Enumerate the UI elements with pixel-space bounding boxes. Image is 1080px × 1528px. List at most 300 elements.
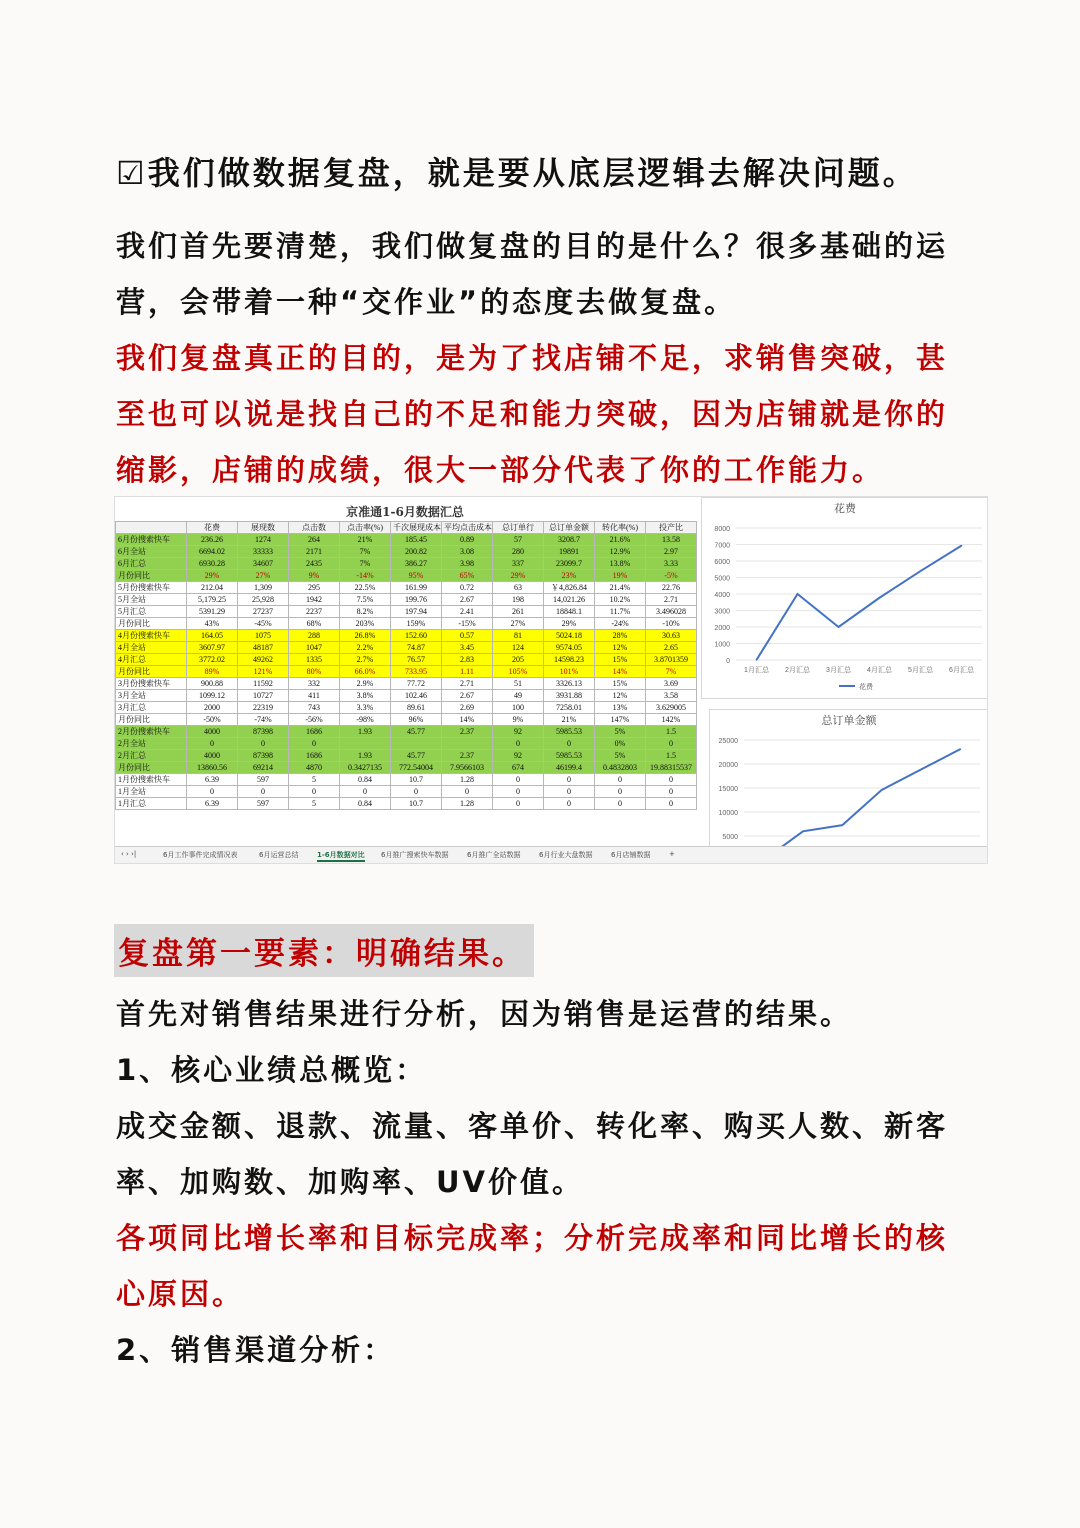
table-cell[interactable]: 29% (544, 618, 595, 630)
table-cell[interactable]: 0 (187, 786, 238, 798)
table-row[interactable] (116, 786, 697, 798)
table-cell[interactable]: 0 (595, 786, 646, 798)
table-row[interactable] (116, 726, 697, 738)
table-cell[interactable]: 2.67 (442, 690, 493, 702)
table-cell[interactable]: ￥4,826.84 (544, 582, 595, 594)
table-cell[interactable]: 3.98 (442, 558, 493, 570)
table-cell[interactable]: 80% (289, 666, 340, 678)
table-cell[interactable]: 3月全站 (116, 690, 187, 702)
table-cell[interactable]: -50% (187, 714, 238, 726)
column-header[interactable]: 点击率(%) (340, 522, 391, 534)
table-cell[interactable]: 57 (493, 534, 544, 546)
table-cell[interactable]: 27237 (238, 606, 289, 618)
table-cell[interactable]: 2月全站 (116, 738, 187, 750)
table-cell[interactable]: 2.97 (646, 546, 697, 558)
table-cell[interactable]: 3.33 (646, 558, 697, 570)
table-cell[interactable]: 2.67 (442, 594, 493, 606)
table-cell[interactable]: 5 (289, 798, 340, 810)
table-cell[interactable]: 142% (646, 714, 697, 726)
table-cell[interactable]: 27% (493, 618, 544, 630)
table-cell[interactable]: 15% (595, 678, 646, 690)
table-cell[interactable]: 45.77 (391, 750, 442, 762)
table-cell[interactable]: 2.83 (442, 654, 493, 666)
table-row[interactable] (116, 678, 697, 690)
table-cell[interactable]: 0 (289, 786, 340, 798)
table-row[interactable] (116, 594, 697, 606)
table-cell[interactable]: 124 (493, 642, 544, 654)
table-cell[interactable]: 19.88315537 (646, 762, 697, 774)
table-cell[interactable]: 87398 (238, 726, 289, 738)
table-cell[interactable]: 0 (187, 738, 238, 750)
table-cell[interactable]: 63 (493, 582, 544, 594)
table-cell[interactable]: 89.61 (391, 702, 442, 714)
table-cell[interactable]: -10% (646, 618, 697, 630)
table-cell[interactable]: 2000 (187, 702, 238, 714)
table-cell[interactable]: 23% (544, 570, 595, 582)
tab-store[interactable]: 6月店铺数据 (611, 851, 651, 859)
tab-data-compare[interactable]: 1-6月数据对比 (317, 850, 365, 862)
table-cell[interactable]: 26.8% (340, 630, 391, 642)
table-cell[interactable]: 0 (646, 798, 697, 810)
table-cell[interactable]: 2237 (289, 606, 340, 618)
table-cell[interactable]: 0.72 (442, 582, 493, 594)
table-cell[interactable]: 14% (595, 666, 646, 678)
table-cell[interactable]: 10.7 (391, 774, 442, 786)
table-cell[interactable]: 743 (289, 702, 340, 714)
table-cell[interactable]: 5% (595, 750, 646, 762)
table-cell[interactable]: 100 (493, 702, 544, 714)
table-cell[interactable]: 14% (442, 714, 493, 726)
table-cell[interactable]: 1月份搜索快车 (116, 774, 187, 786)
table-cell[interactable]: -45% (238, 618, 289, 630)
table-cell[interactable]: 2.7% (340, 654, 391, 666)
table-cell[interactable]: 0.3427135 (340, 762, 391, 774)
table-row[interactable] (116, 654, 697, 666)
table-cell[interactable]: 212.04 (187, 582, 238, 594)
table-cell[interactable] (442, 738, 493, 750)
table-cell[interactable]: 6月汇总 (116, 558, 187, 570)
table-cell[interactable]: 0 (595, 774, 646, 786)
table-cell[interactable]: 月份同比 (116, 714, 187, 726)
table-row[interactable] (116, 582, 697, 594)
tab-ops-summary[interactable]: 6月运营总结 (259, 851, 299, 859)
table-cell[interactable]: 12.9% (595, 546, 646, 558)
table-cell[interactable]: 3.69 (646, 678, 697, 690)
table-cell[interactable] (340, 738, 391, 750)
table-row[interactable] (116, 642, 697, 654)
table-cell[interactable]: 95% (391, 570, 442, 582)
table-cell[interactable]: 3.3% (340, 702, 391, 714)
table-cell[interactable]: 12% (595, 642, 646, 654)
table-cell[interactable]: 200.82 (391, 546, 442, 558)
table-cell[interactable]: 5985.53 (544, 750, 595, 762)
table-cell[interactable]: 5985.53 (544, 726, 595, 738)
table-cell[interactable]: 0 (544, 786, 595, 798)
table-cell[interactable]: 48187 (238, 642, 289, 654)
table-cell[interactable]: 81 (493, 630, 544, 642)
table-row[interactable] (116, 702, 697, 714)
table-cell[interactable]: 29% (493, 570, 544, 582)
table-cell[interactable]: 14,021.26 (544, 594, 595, 606)
table-cell[interactable]: 74.87 (391, 642, 442, 654)
table-cell[interactable]: 332 (289, 678, 340, 690)
table-cell[interactable]: 1274 (238, 534, 289, 546)
table-cell[interactable]: 1.5 (646, 726, 697, 738)
table-row[interactable] (116, 618, 697, 630)
table-cell[interactable]: 2.71 (442, 678, 493, 690)
column-header[interactable]: 总订单行 (493, 522, 544, 534)
table-cell[interactable]: 92 (493, 750, 544, 762)
table-cell[interactable]: 7% (340, 558, 391, 570)
table-cell[interactable]: 1月汇总 (116, 798, 187, 810)
column-header[interactable]: 千次展现成本 (391, 522, 442, 534)
table-cell[interactable]: 1099.12 (187, 690, 238, 702)
table-cell[interactable]: 11.7% (595, 606, 646, 618)
table-cell[interactable]: 102.46 (391, 690, 442, 702)
table-cell[interactable]: 2月份搜索快车 (116, 726, 187, 738)
tab-industry[interactable]: 6月行业大盘数据 (539, 851, 593, 859)
table-cell[interactable]: 1075 (238, 630, 289, 642)
table-cell[interactable]: 21.4% (595, 582, 646, 594)
table-cell[interactable]: 5024.18 (544, 630, 595, 642)
table-cell[interactable]: 6694.02 (187, 546, 238, 558)
table-cell[interactable]: 0 (442, 786, 493, 798)
table-cell[interactable]: 3.8701359 (646, 654, 697, 666)
table-cell[interactable]: 674 (493, 762, 544, 774)
table-cell[interactable]: 13.8% (595, 558, 646, 570)
table-cell[interactable]: 337 (493, 558, 544, 570)
table-cell[interactable]: 2.2% (340, 642, 391, 654)
table-cell[interactable]: -5% (646, 570, 697, 582)
table-cell[interactable]: 0.89 (442, 534, 493, 546)
table-cell[interactable]: 9574.05 (544, 642, 595, 654)
table-cell[interactable]: 30.63 (646, 630, 697, 642)
table-row[interactable] (116, 534, 697, 546)
table-cell[interactable]: 3607.97 (187, 642, 238, 654)
table-cell[interactable]: 3.629005 (646, 702, 697, 714)
table-row[interactable] (116, 558, 697, 570)
table-cell[interactable]: 10.7 (391, 798, 442, 810)
table-row[interactable] (116, 630, 697, 642)
table-cell[interactable]: 19% (595, 570, 646, 582)
column-header[interactable]: 总订单金额 (544, 522, 595, 534)
table-cell[interactable]: 2.37 (442, 726, 493, 738)
table-cell[interactable]: 198 (493, 594, 544, 606)
column-header[interactable]: 展现数 (238, 522, 289, 534)
data-point (879, 597, 881, 599)
table-cell[interactable]: 0 (646, 774, 697, 786)
table-cell[interactable]: 2435 (289, 558, 340, 570)
table-cell[interactable]: 0 (646, 738, 697, 750)
table-cell[interactable]: 46199.4 (544, 762, 595, 774)
table-cell[interactable]: 5,179.25 (187, 594, 238, 606)
table-cell[interactable]: 4月份搜索快车 (116, 630, 187, 642)
table-cell[interactable]: 11592 (238, 678, 289, 690)
table-cell[interactable]: 6.39 (187, 774, 238, 786)
table-cell[interactable]: -56% (289, 714, 340, 726)
table-cell[interactable]: 66.0% (340, 666, 391, 678)
table-cell[interactable]: 6930.28 (187, 558, 238, 570)
table-cell[interactable]: 14598.23 (544, 654, 595, 666)
table-cell[interactable]: 5月份搜索快车 (116, 582, 187, 594)
table-cell[interactable]: 152.60 (391, 630, 442, 642)
table-row[interactable] (116, 750, 697, 762)
table-cell[interactable]: 28% (595, 630, 646, 642)
tab-nav-arrows[interactable]: ‹ › ›| (121, 850, 137, 858)
table-row[interactable] (116, 570, 697, 582)
table-cell[interactable]: 3.45 (442, 642, 493, 654)
table-cell[interactable]: 3326.13 (544, 678, 595, 690)
table-row[interactable] (116, 606, 697, 618)
table-cell[interactable]: 月份同比 (116, 762, 187, 774)
table-cell[interactable]: 772.54004 (391, 762, 442, 774)
table-cell[interactable]: 101% (544, 666, 595, 678)
table-cell[interactable]: 295 (289, 582, 340, 594)
table-cell[interactable]: 0.57 (442, 630, 493, 642)
table-cell[interactable]: 4月汇总 (116, 654, 187, 666)
table-cell[interactable]: 597 (238, 798, 289, 810)
table-cell[interactable]: 51 (493, 678, 544, 690)
table-cell[interactable]: 1月全站 (116, 786, 187, 798)
table-cell[interactable]: 8.2% (340, 606, 391, 618)
table-cell[interactable]: 7% (340, 546, 391, 558)
table-row[interactable] (116, 714, 697, 726)
table-cell[interactable]: -74% (238, 714, 289, 726)
table-cell[interactable]: 264 (289, 534, 340, 546)
table-cell[interactable]: 43% (187, 618, 238, 630)
table-row[interactable] (116, 666, 697, 678)
column-header[interactable] (116, 522, 187, 534)
table-cell[interactable]: 月份同比 (116, 570, 187, 582)
table-cell[interactable]: 21% (544, 714, 595, 726)
table-cell[interactable]: 0 (289, 738, 340, 750)
table-cell[interactable]: 5 (289, 774, 340, 786)
table-cell[interactable]: 0 (493, 774, 544, 786)
table-cell[interactable]: 2.71 (646, 594, 697, 606)
table-cell[interactable]: 45.77 (391, 726, 442, 738)
table-cell[interactable]: 13% (595, 702, 646, 714)
table-cell[interactable]: 2.9% (340, 678, 391, 690)
table-cell[interactable]: 12% (595, 690, 646, 702)
table-cell[interactable]: 15% (595, 654, 646, 666)
table-cell[interactable]: 13.58 (646, 534, 697, 546)
table-cell[interactable]: 185.45 (391, 534, 442, 546)
table-cell[interactable]: 1.28 (442, 798, 493, 810)
table-cell[interactable]: 6月全站 (116, 546, 187, 558)
y-tick-label: 5000 (714, 575, 730, 583)
table-cell[interactable]: 1942 (289, 594, 340, 606)
table-cell[interactable]: 1686 (289, 726, 340, 738)
table-cell[interactable]: -24% (595, 618, 646, 630)
table-cell[interactable]: 1.28 (442, 774, 493, 786)
table-cell[interactable]: 105% (493, 666, 544, 678)
table-cell[interactable]: 1.11 (442, 666, 493, 678)
table-cell[interactable]: 10.2% (595, 594, 646, 606)
table-cell[interactable]: -15% (442, 618, 493, 630)
table-cell[interactable]: 2.41 (442, 606, 493, 618)
table-cell[interactable]: 月份同比 (116, 666, 187, 678)
table-cell[interactable]: 33333 (238, 546, 289, 558)
table-cell[interactable]: 236.26 (187, 534, 238, 546)
table-cell[interactable]: 3931.88 (544, 690, 595, 702)
table-row[interactable] (116, 774, 697, 786)
table-cell[interactable]: 280 (493, 546, 544, 558)
table-cell[interactable]: 1047 (289, 642, 340, 654)
table-cell[interactable]: 34607 (238, 558, 289, 570)
table-cell[interactable]: 1686 (289, 750, 340, 762)
table-row[interactable] (116, 738, 697, 750)
table-cell[interactable]: 4000 (187, 726, 238, 738)
table-cell[interactable]: 2月汇总 (116, 750, 187, 762)
table-cell[interactable]: 1.93 (340, 726, 391, 738)
table-cell[interactable]: 19891 (544, 546, 595, 558)
table-cell[interactable]: 4月全站 (116, 642, 187, 654)
table-cell[interactable]: 21.6% (595, 534, 646, 546)
table-cell[interactable]: 900.88 (187, 678, 238, 690)
table-cell[interactable]: 3.58 (646, 690, 697, 702)
table-cell[interactable]: 0 (595, 798, 646, 810)
add-sheet-icon[interactable]: + (669, 850, 675, 858)
tab-full-site[interactable]: 6月推广全站数据 (467, 851, 521, 859)
table-cell[interactable]: 4000 (187, 750, 238, 762)
column-header[interactable]: 点击数 (289, 522, 340, 534)
table-cell[interactable]: 1335 (289, 654, 340, 666)
table-row[interactable] (116, 546, 697, 558)
table-cell[interactable]: 7.9566103 (442, 762, 493, 774)
table-cell[interactable]: 29% (187, 570, 238, 582)
table-cell[interactable]: 0 (493, 798, 544, 810)
table-cell[interactable]: 0 (493, 786, 544, 798)
table-cell[interactable]: 5391.29 (187, 606, 238, 618)
table-cell[interactable]: 22319 (238, 702, 289, 714)
table-cell[interactable]: 49 (493, 690, 544, 702)
table-cell[interactable]: 69214 (238, 762, 289, 774)
table-cell[interactable]: 3月汇总 (116, 702, 187, 714)
table-cell[interactable]: 0 (493, 738, 544, 750)
x-tick-label: 3月汇总 (826, 667, 851, 674)
table-cell[interactable]: 0.84 (340, 798, 391, 810)
table-cell[interactable]: 0 (238, 786, 289, 798)
table-cell[interactable]: 77.72 (391, 678, 442, 690)
table-cell[interactable]: 733.95 (391, 666, 442, 678)
table-cell[interactable]: 3208.7 (544, 534, 595, 546)
table-cell[interactable]: 1.93 (340, 750, 391, 762)
table-row[interactable] (116, 690, 697, 702)
table-cell[interactable]: 3月份搜索快车 (116, 678, 187, 690)
table-cell[interactable]: 261 (493, 606, 544, 618)
table-cell[interactable]: 147% (595, 714, 646, 726)
table-cell[interactable]: 199.76 (391, 594, 442, 606)
table-cell[interactable]: 0 (544, 798, 595, 810)
table-cell[interactable]: 386.27 (391, 558, 442, 570)
table-cell[interactable]: 2171 (289, 546, 340, 558)
table-cell[interactable]: 0 (544, 774, 595, 786)
tab-work-events[interactable]: 6月工作事件完成情况表 (163, 851, 238, 859)
table-cell[interactable]: 22.76 (646, 582, 697, 594)
tab-search-ads[interactable]: 6月推广搜索快车数据 (381, 851, 449, 859)
table-cell[interactable]: 0 (391, 786, 442, 798)
table-cell[interactable]: 0% (595, 738, 646, 750)
table-cell[interactable]: 161.99 (391, 582, 442, 594)
table-cell[interactable]: 92 (493, 726, 544, 738)
table-cell[interactable]: 5月汇总 (116, 606, 187, 618)
column-header[interactable]: 转化率(%) (595, 522, 646, 534)
table-cell[interactable]: 49262 (238, 654, 289, 666)
table-cell[interactable]: 159% (391, 618, 442, 630)
column-header[interactable]: 平均点击成本 (442, 522, 493, 534)
table-cell[interactable]: 6.39 (187, 798, 238, 810)
table-cell[interactable]: 121% (238, 666, 289, 678)
table-cell[interactable]: 164.05 (187, 630, 238, 642)
table-cell[interactable]: 7.5% (340, 594, 391, 606)
table-cell[interactable]: 68% (289, 618, 340, 630)
table-cell[interactable]: 21% (340, 534, 391, 546)
table-cell[interactable]: 96% (391, 714, 442, 726)
table-cell[interactable]: -98% (340, 714, 391, 726)
table-cell[interactable]: 18848.1 (544, 606, 595, 618)
table-cell[interactable]: 3772.02 (187, 654, 238, 666)
column-header[interactable]: 花费 (187, 522, 238, 534)
column-header[interactable]: 投产比 (646, 522, 697, 534)
table-cell[interactable]: 2.65 (646, 642, 697, 654)
table-cell[interactable]: 65% (442, 570, 493, 582)
table-cell[interactable]: 0.4832803 (595, 762, 646, 774)
table-cell[interactable]: 0 (646, 786, 697, 798)
intro-paragraph: 我们首先要清楚，我们做复盘的目的是什么？很多基础的运营，会带着一种“交作业”的态度去做复盘。 (116, 229, 949, 319)
table-cell[interactable]: 23099.7 (544, 558, 595, 570)
table-cell[interactable]: 9% (289, 570, 340, 582)
table-cell[interactable]: -14% (340, 570, 391, 582)
table-cell[interactable]: 1,309 (238, 582, 289, 594)
table-cell[interactable]: 3.496028 (646, 606, 697, 618)
table-cell[interactable]: 6月份搜索快车 (116, 534, 187, 546)
table-cell[interactable]: 203% (340, 618, 391, 630)
table-cell[interactable]: 3.08 (442, 546, 493, 558)
table-cell[interactable]: 1.5 (646, 750, 697, 762)
table-cell[interactable]: 7258.01 (544, 702, 595, 714)
table-cell[interactable]: 288 (289, 630, 340, 642)
table-cell[interactable]: 205 (493, 654, 544, 666)
table-cell[interactable]: 25,928 (238, 594, 289, 606)
table-cell[interactable]: 0 (340, 786, 391, 798)
table-cell[interactable]: 27% (238, 570, 289, 582)
table-cell[interactable]: 10727 (238, 690, 289, 702)
table-cell[interactable]: 22.5% (340, 582, 391, 594)
table-cell[interactable]: 7% (646, 666, 697, 678)
table-cell[interactable]: 2.37 (442, 750, 493, 762)
table-cell[interactable]: 5% (595, 726, 646, 738)
table-cell[interactable]: 2.69 (442, 702, 493, 714)
table-cell[interactable]: 597 (238, 774, 289, 786)
table-row[interactable] (116, 762, 697, 774)
table-cell[interactable]: 4870 (289, 762, 340, 774)
table-cell[interactable]: 5月全站 (116, 594, 187, 606)
table-cell[interactable]: 197.94 (391, 606, 442, 618)
table-row[interactable] (116, 798, 697, 810)
table-cell[interactable]: 411 (289, 690, 340, 702)
table-cell[interactable]: 13860.56 (187, 762, 238, 774)
table-cell[interactable]: 0.84 (340, 774, 391, 786)
table-cell[interactable]: 9% (493, 714, 544, 726)
table-cell[interactable] (391, 738, 442, 750)
table-cell[interactable]: 3.8% (340, 690, 391, 702)
table-cell[interactable]: 89% (187, 666, 238, 678)
table-cell[interactable]: 月份同比 (116, 618, 187, 630)
table-cell[interactable]: 87398 (238, 750, 289, 762)
table-cell[interactable]: 0 (544, 738, 595, 750)
table-cell[interactable]: 0 (238, 738, 289, 750)
table-cell[interactable]: 76.57 (391, 654, 442, 666)
